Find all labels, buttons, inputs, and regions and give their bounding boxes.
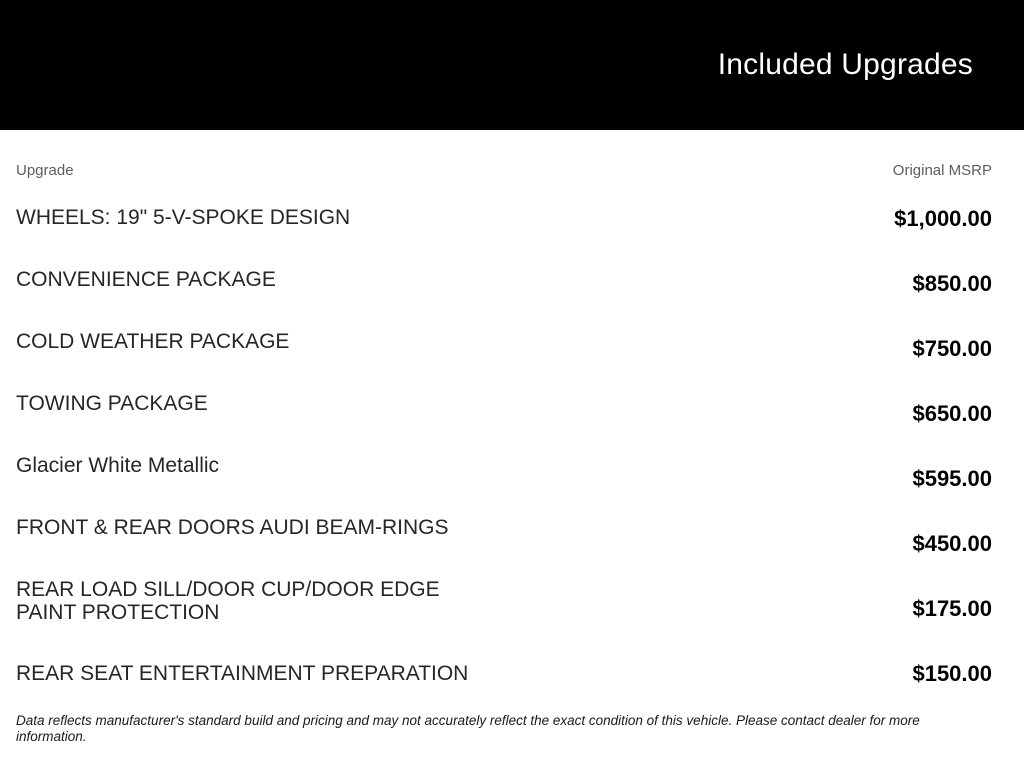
column-header-upgrade: Upgrade (16, 162, 74, 179)
upgrade-names-column (16, 206, 504, 687)
upgrade-rows (16, 206, 992, 687)
upgrade-price: $850.00 (912, 271, 992, 296)
upgrade-price: $150.00 (912, 661, 992, 686)
upgrade-price: $175.00 (912, 596, 992, 621)
table-column-headers (16, 162, 992, 180)
upgrade-name: REAR SEAT ENTERTAINMENT PREPARATION (16, 662, 469, 685)
upgrade-price: $450.00 (912, 531, 992, 556)
upgrade-name: Glacier White Metallic (16, 454, 220, 477)
upgrade-name: COLD WEATHER PACKAGE (16, 330, 290, 353)
upgrades-table (0, 162, 1024, 745)
upgrade-price: $750.00 (912, 336, 992, 361)
upgrade-price: $650.00 (912, 401, 992, 426)
upgrade-price: $1,000.00 (894, 206, 992, 231)
upgrade-name: FRONT & REAR DOORS AUDI BEAM-RINGS (16, 516, 449, 539)
disclaimer-text: Data reflects manufacturer's standard build and pricing and may not accurately reflect the exact condition of this vehicle. Please contact dealer for more information. (16, 713, 920, 744)
upgrade-name: TOWING PACKAGE (16, 392, 208, 415)
upgrade-name: WHEELS: 19" 5-V-SPOKE DESIGN (16, 206, 351, 229)
upgrade-price: $595.00 (912, 466, 992, 491)
upgrade-name: REAR LOAD SILL/DOOR CUP/DOOR EDGE PAINT PROTECTION (16, 578, 440, 624)
panel-title: Included Upgrades (717, 48, 973, 81)
upgrade-prices-column (504, 206, 992, 687)
panel-header (0, 0, 1024, 130)
column-header-original-msrp: Original MSRP (892, 162, 992, 179)
upgrade-name: CONVENIENCE PACKAGE (16, 268, 276, 291)
